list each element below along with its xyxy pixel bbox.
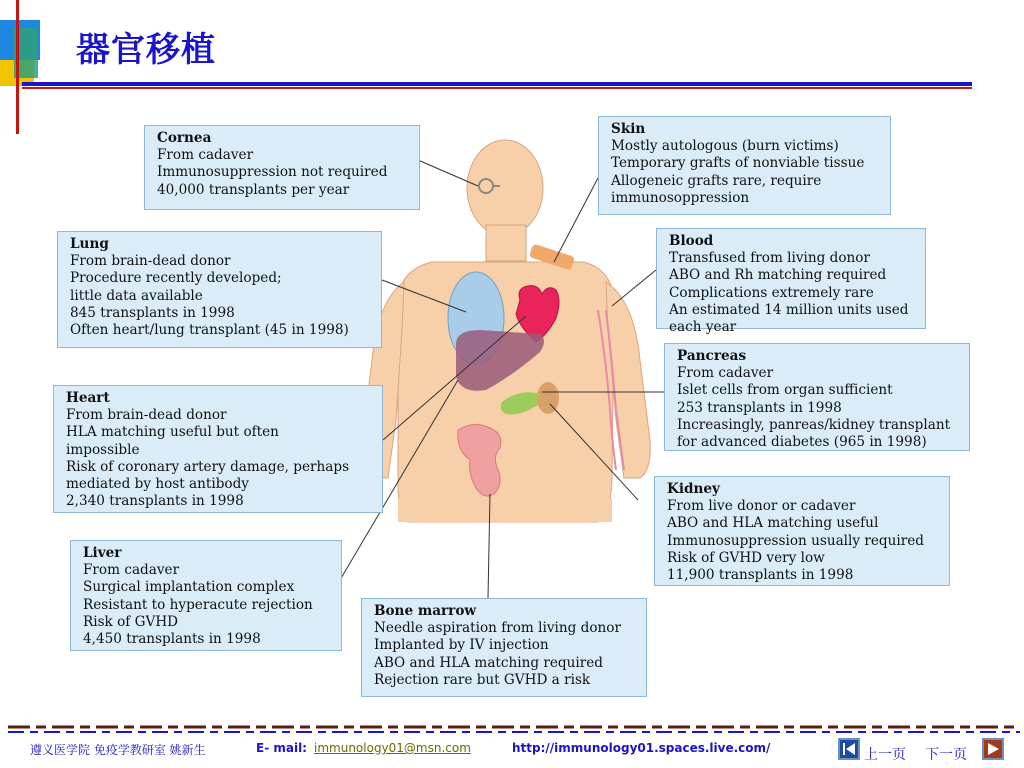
heart-line: 2,340 transplants in 1998 <box>66 493 244 510</box>
kidney-organ <box>537 382 559 414</box>
heart-line: mediated by host antibody <box>66 476 249 493</box>
pancreas-title: Pancreas <box>677 348 747 364</box>
liver-line: From cadaver <box>83 562 180 579</box>
kidney-title: Kidney <box>667 481 720 497</box>
heart-line: From brain-dead donor <box>66 407 227 424</box>
footer-email-link[interactable]: immunology01@msn.com <box>314 741 471 755</box>
bone-marrow-title: Bone marrow <box>374 603 477 619</box>
heart-line: HLA matching useful but often <box>66 424 279 441</box>
play-icon <box>984 740 1002 758</box>
heart-title: Heart <box>66 390 110 406</box>
bone-marrow-line: ABO and HLA matching required <box>374 654 603 671</box>
kidney-line: ABO and HLA matching useful <box>667 515 879 532</box>
blood-title: Blood <box>669 233 714 249</box>
blood-line: ABO and Rh matching required <box>669 267 887 284</box>
pancreas-line: Islet cells from organ sufficient <box>677 382 893 399</box>
blood-line: each year <box>669 319 737 336</box>
liver-line: Resistant to hyperacute rejection <box>83 596 313 613</box>
bone-marrow-line: Rejection rare but GVHD a risk <box>374 671 591 688</box>
skin-line: Temporary grafts of nonviable tissue <box>611 155 865 172</box>
prev-page-label[interactable]: 上一页 <box>864 747 906 763</box>
skin-line: Allogeneic grafts rare, require <box>611 172 822 189</box>
lung-line: Procedure recently developed; <box>70 270 282 287</box>
kidney-line: 11,900 transplants in 1998 <box>667 567 854 584</box>
cornea-title: Cornea <box>157 130 212 146</box>
cornea-line: Immunosuppression not required <box>157 164 388 181</box>
liver-line: Surgical implantation complex <box>83 579 295 596</box>
heart-line: Risk of coronary artery damage, perhaps <box>66 458 350 475</box>
lung-line: 845 transplants in 1998 <box>70 304 235 321</box>
bone-marrow-line: Needle aspiration from living donor <box>374 620 621 637</box>
bone-marrow-box <box>361 598 647 697</box>
next-page-label[interactable]: 下一页 <box>925 747 967 763</box>
footer-org: 遵义医学院 免疫学教研室 姚新生 <box>30 743 206 757</box>
cornea-line: From cadaver <box>157 147 254 164</box>
liver-title: Liver <box>83 545 122 561</box>
heart-box <box>53 385 383 513</box>
pancreas-line: for advanced diabetes (965 in 1998) <box>677 434 927 451</box>
lung-line: little data available <box>70 287 203 304</box>
kidney-box <box>654 476 950 586</box>
blood-line: An estimated 14 million units used <box>669 301 909 318</box>
liver-box <box>70 540 342 651</box>
cornea-line: 40,000 transplants per year <box>157 181 350 198</box>
pancreas-line: From cadaver <box>677 365 774 382</box>
kidney-line: Risk of GVHD very low <box>667 549 825 566</box>
bone-marrow-line: Implanted by IV injection <box>374 637 549 654</box>
pancreas-line: 253 transplants in 1998 <box>677 399 842 416</box>
footer-url[interactable]: http://immunology01.spaces.live.com/ <box>512 741 771 755</box>
lung-line: From brain-dead donor <box>70 253 231 270</box>
pancreas-line: Increasingly, panreas/kidney transplant <box>677 416 951 433</box>
skin-box <box>598 116 891 215</box>
skip-back-icon <box>840 740 858 758</box>
lung-line: Often heart/lung transplant (45 in 1998) <box>70 322 349 339</box>
cornea-box <box>144 125 420 210</box>
prev-page-button[interactable] <box>838 738 860 760</box>
lower-body-fill <box>398 498 612 522</box>
skin-title: Skin <box>611 121 646 137</box>
lung-box <box>57 231 382 348</box>
slide-title: 器官移植 <box>76 30 216 70</box>
blood-box <box>656 228 926 336</box>
pancreas-box <box>664 343 970 451</box>
skin-line: Mostly autologous (burn victims) <box>611 138 839 155</box>
footer-dashed-rule <box>8 724 1020 734</box>
kidney-line: Immunosuppression usually required <box>667 532 924 549</box>
footer-email-label: E- mail: <box>256 741 307 755</box>
heart-line: impossible <box>66 441 140 458</box>
liver-line: 4,450 transplants in 1998 <box>83 631 261 648</box>
skin-line: immunosoppression <box>611 189 750 206</box>
blood-line: Complications extremely rare <box>669 284 874 301</box>
next-page-button[interactable] <box>982 738 1004 760</box>
blood-line: Transfused from living donor <box>669 250 870 267</box>
lung-title: Lung <box>70 236 109 252</box>
liver-line: Risk of GVHD <box>83 613 179 630</box>
kidney-line: From live donor or cadaver <box>667 498 856 515</box>
